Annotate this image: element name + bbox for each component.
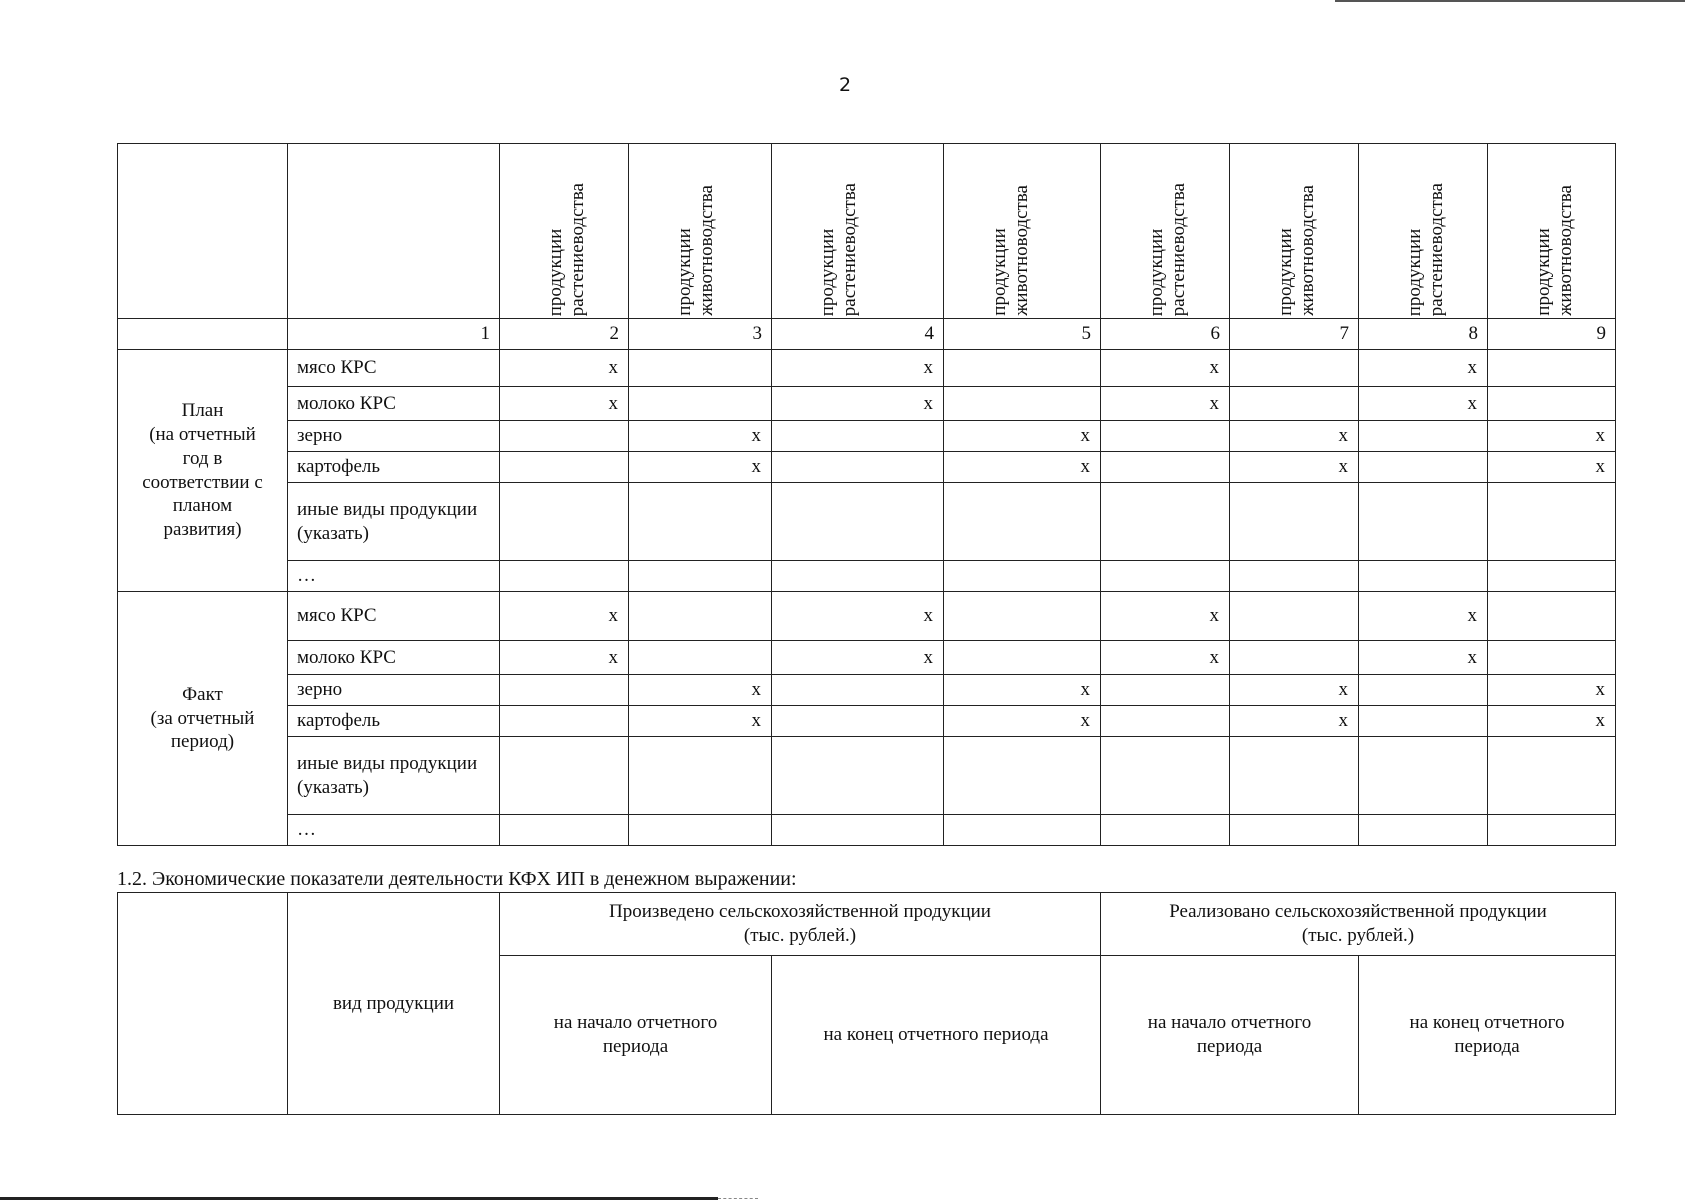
product-name: картофель <box>288 706 500 737</box>
data-cell <box>1488 387 1616 421</box>
produced-period-start-header: на начало отчетного периода <box>500 956 772 1115</box>
produced-header: Произведено сельскохозяйственной продукции (тыс. рублей.) <box>500 893 1101 956</box>
data-cell <box>1230 815 1359 846</box>
data-cell <box>1230 561 1359 592</box>
column-header-text: продукции растениеводства <box>1146 182 1189 316</box>
data-cell <box>1488 483 1616 561</box>
not-applicable-mark: x <box>772 592 944 641</box>
column-header <box>1488 144 1616 319</box>
column-number: 4 <box>772 319 944 350</box>
page-number: 2 <box>838 74 852 96</box>
data-cell <box>944 592 1101 641</box>
column-number: 1 <box>288 319 500 350</box>
column-number: 6 <box>1101 319 1230 350</box>
not-applicable-mark: x <box>772 387 944 421</box>
column-number: 9 <box>1488 319 1616 350</box>
bottom-edge-rule-faint <box>718 1198 758 1199</box>
table-row <box>118 641 1616 675</box>
data-cell <box>1488 350 1616 387</box>
table-row <box>118 483 1616 561</box>
product-name: мясо КРС <box>288 350 500 387</box>
not-applicable-mark: x <box>500 641 629 675</box>
product-name: … <box>288 561 500 592</box>
not-applicable-mark: x <box>1230 421 1359 452</box>
not-applicable-mark: x <box>944 675 1101 706</box>
column-header <box>944 144 1101 319</box>
not-applicable-mark: x <box>944 706 1101 737</box>
data-cell <box>944 350 1101 387</box>
data-cell <box>1101 561 1230 592</box>
data-cell <box>1101 737 1230 815</box>
data-cell <box>772 561 944 592</box>
not-applicable-mark: x <box>1230 452 1359 483</box>
product-name: зерно <box>288 675 500 706</box>
numbering-empty-cell <box>118 319 288 350</box>
column-header <box>1359 144 1488 319</box>
not-applicable-mark: x <box>1101 641 1230 675</box>
table-row <box>118 561 1616 592</box>
plan-group-label: План (на отчетный год в соответствии с планом развития) <box>118 350 288 592</box>
not-applicable-mark: x <box>1488 421 1616 452</box>
not-applicable-mark: x <box>500 387 629 421</box>
not-applicable-mark: x <box>500 592 629 641</box>
sold-header: Реализовано сельскохозяйственной продукции (тыс. рублей.) <box>1101 893 1616 956</box>
data-cell <box>772 452 944 483</box>
table-row <box>118 737 1616 815</box>
not-applicable-mark: x <box>1488 675 1616 706</box>
not-applicable-mark: x <box>1359 387 1488 421</box>
column-number: 7 <box>1230 319 1359 350</box>
sold-period-end-header: на конец отчетного периода <box>1359 956 1616 1115</box>
product-name: иные виды продукции (указать) <box>288 483 500 561</box>
data-cell <box>772 483 944 561</box>
not-applicable-mark: x <box>1359 350 1488 387</box>
data-cell <box>1488 592 1616 641</box>
not-applicable-mark: x <box>944 452 1101 483</box>
table-row <box>118 421 1616 452</box>
not-applicable-mark: x <box>1488 706 1616 737</box>
data-cell <box>500 483 629 561</box>
data-cell <box>1488 737 1616 815</box>
not-applicable-mark: x <box>1230 675 1359 706</box>
data-cell <box>1359 452 1488 483</box>
not-applicable-mark: x <box>629 706 772 737</box>
data-cell <box>500 737 629 815</box>
not-applicable-mark: x <box>629 421 772 452</box>
data-cell <box>500 706 629 737</box>
column-number: 2 <box>500 319 629 350</box>
column-header-text: продукции животноводства <box>1533 185 1576 316</box>
table-row <box>118 706 1616 737</box>
data-cell <box>944 561 1101 592</box>
column-header <box>629 144 772 319</box>
column-header <box>500 144 629 319</box>
product-name: молоко КРС <box>288 641 500 675</box>
product-name: зерно <box>288 421 500 452</box>
data-cell <box>1230 592 1359 641</box>
column-header-text: продукции животноводства <box>1275 185 1318 316</box>
column-number: 3 <box>629 319 772 350</box>
column-header-text: продукции растениеводства <box>817 182 860 316</box>
table-row <box>118 387 1616 421</box>
product-name: … <box>288 815 500 846</box>
column-header-text: продукции животноводства <box>674 185 717 316</box>
table-row <box>118 452 1616 483</box>
not-applicable-mark: x <box>1359 641 1488 675</box>
data-cell <box>1101 421 1230 452</box>
not-applicable-mark: x <box>1359 592 1488 641</box>
column-header-text: продукции растениеводства <box>1404 182 1447 316</box>
not-applicable-mark: x <box>1101 592 1230 641</box>
data-cell <box>629 350 772 387</box>
data-cell <box>629 561 772 592</box>
data-cell <box>1359 706 1488 737</box>
column-header-text: продукции растениеводства <box>545 182 588 316</box>
data-cell <box>1230 641 1359 675</box>
data-cell <box>944 483 1101 561</box>
table-row <box>118 592 1616 641</box>
data-cell <box>1359 421 1488 452</box>
column-header-text: продукции животноводства <box>989 185 1032 316</box>
data-cell <box>629 483 772 561</box>
data-cell <box>1488 815 1616 846</box>
sold-period-start-header: на начало отчетного периода <box>1101 956 1359 1115</box>
data-cell <box>1230 350 1359 387</box>
data-cell <box>1101 675 1230 706</box>
data-cell <box>1359 675 1488 706</box>
not-applicable-mark: x <box>772 641 944 675</box>
column-number: 5 <box>944 319 1101 350</box>
data-cell <box>500 675 629 706</box>
column-header <box>772 144 944 319</box>
data-cell <box>1359 483 1488 561</box>
data-cell <box>629 387 772 421</box>
data-cell <box>629 737 772 815</box>
data-cell <box>1488 641 1616 675</box>
data-cell <box>1101 483 1230 561</box>
table-row <box>118 815 1616 846</box>
data-cell <box>1230 387 1359 421</box>
data-cell <box>629 815 772 846</box>
not-applicable-mark: x <box>944 421 1101 452</box>
not-applicable-mark: x <box>1230 706 1359 737</box>
produced-period-end-header: на конец отчетного периода <box>772 956 1101 1115</box>
product-type-header: вид продукции <box>288 893 500 1115</box>
data-cell <box>1101 815 1230 846</box>
product-name: иные виды продукции (указать) <box>288 737 500 815</box>
not-applicable-mark: x <box>629 452 772 483</box>
data-cell <box>944 737 1101 815</box>
data-cell <box>629 592 772 641</box>
data-cell <box>1230 737 1359 815</box>
data-cell <box>1488 561 1616 592</box>
header-empty-corner <box>118 144 288 319</box>
data-cell <box>944 641 1101 675</box>
product-name: мясо КРС <box>288 592 500 641</box>
data-cell <box>772 675 944 706</box>
section-title: 1.2. Экономические показатели деятельности КФХ ИП в денежном выражении: <box>117 868 797 890</box>
not-applicable-mark: x <box>629 675 772 706</box>
table-row <box>118 675 1616 706</box>
table-row <box>118 350 1616 387</box>
not-applicable-mark: x <box>772 350 944 387</box>
top-edge-rule <box>1335 0 1685 2</box>
not-applicable-mark: x <box>1101 387 1230 421</box>
data-cell <box>500 452 629 483</box>
column-header <box>1230 144 1359 319</box>
data-cell <box>772 706 944 737</box>
data-cell <box>500 561 629 592</box>
column-number: 8 <box>1359 319 1488 350</box>
not-applicable-mark: x <box>1101 350 1230 387</box>
data-cell <box>772 815 944 846</box>
data-cell <box>629 641 772 675</box>
data-cell <box>500 815 629 846</box>
data-cell <box>500 421 629 452</box>
not-applicable-mark: x <box>500 350 629 387</box>
data-cell <box>1359 815 1488 846</box>
data-cell <box>944 815 1101 846</box>
money-empty-corner <box>118 893 288 1115</box>
data-cell <box>1230 483 1359 561</box>
data-cell <box>1101 452 1230 483</box>
product-name: картофель <box>288 452 500 483</box>
not-applicable-mark: x <box>1488 452 1616 483</box>
monetary-indicators-table <box>117 892 1616 1115</box>
product-name: молоко КРС <box>288 387 500 421</box>
data-cell <box>772 421 944 452</box>
data-cell <box>772 737 944 815</box>
fact-group-label: Факт (за отчетный период) <box>118 592 288 846</box>
data-cell <box>1359 561 1488 592</box>
production-volume-table <box>117 143 1616 846</box>
data-cell <box>1101 706 1230 737</box>
data-cell <box>1359 737 1488 815</box>
header-empty-product <box>288 144 500 319</box>
data-cell <box>944 387 1101 421</box>
column-header <box>1101 144 1230 319</box>
